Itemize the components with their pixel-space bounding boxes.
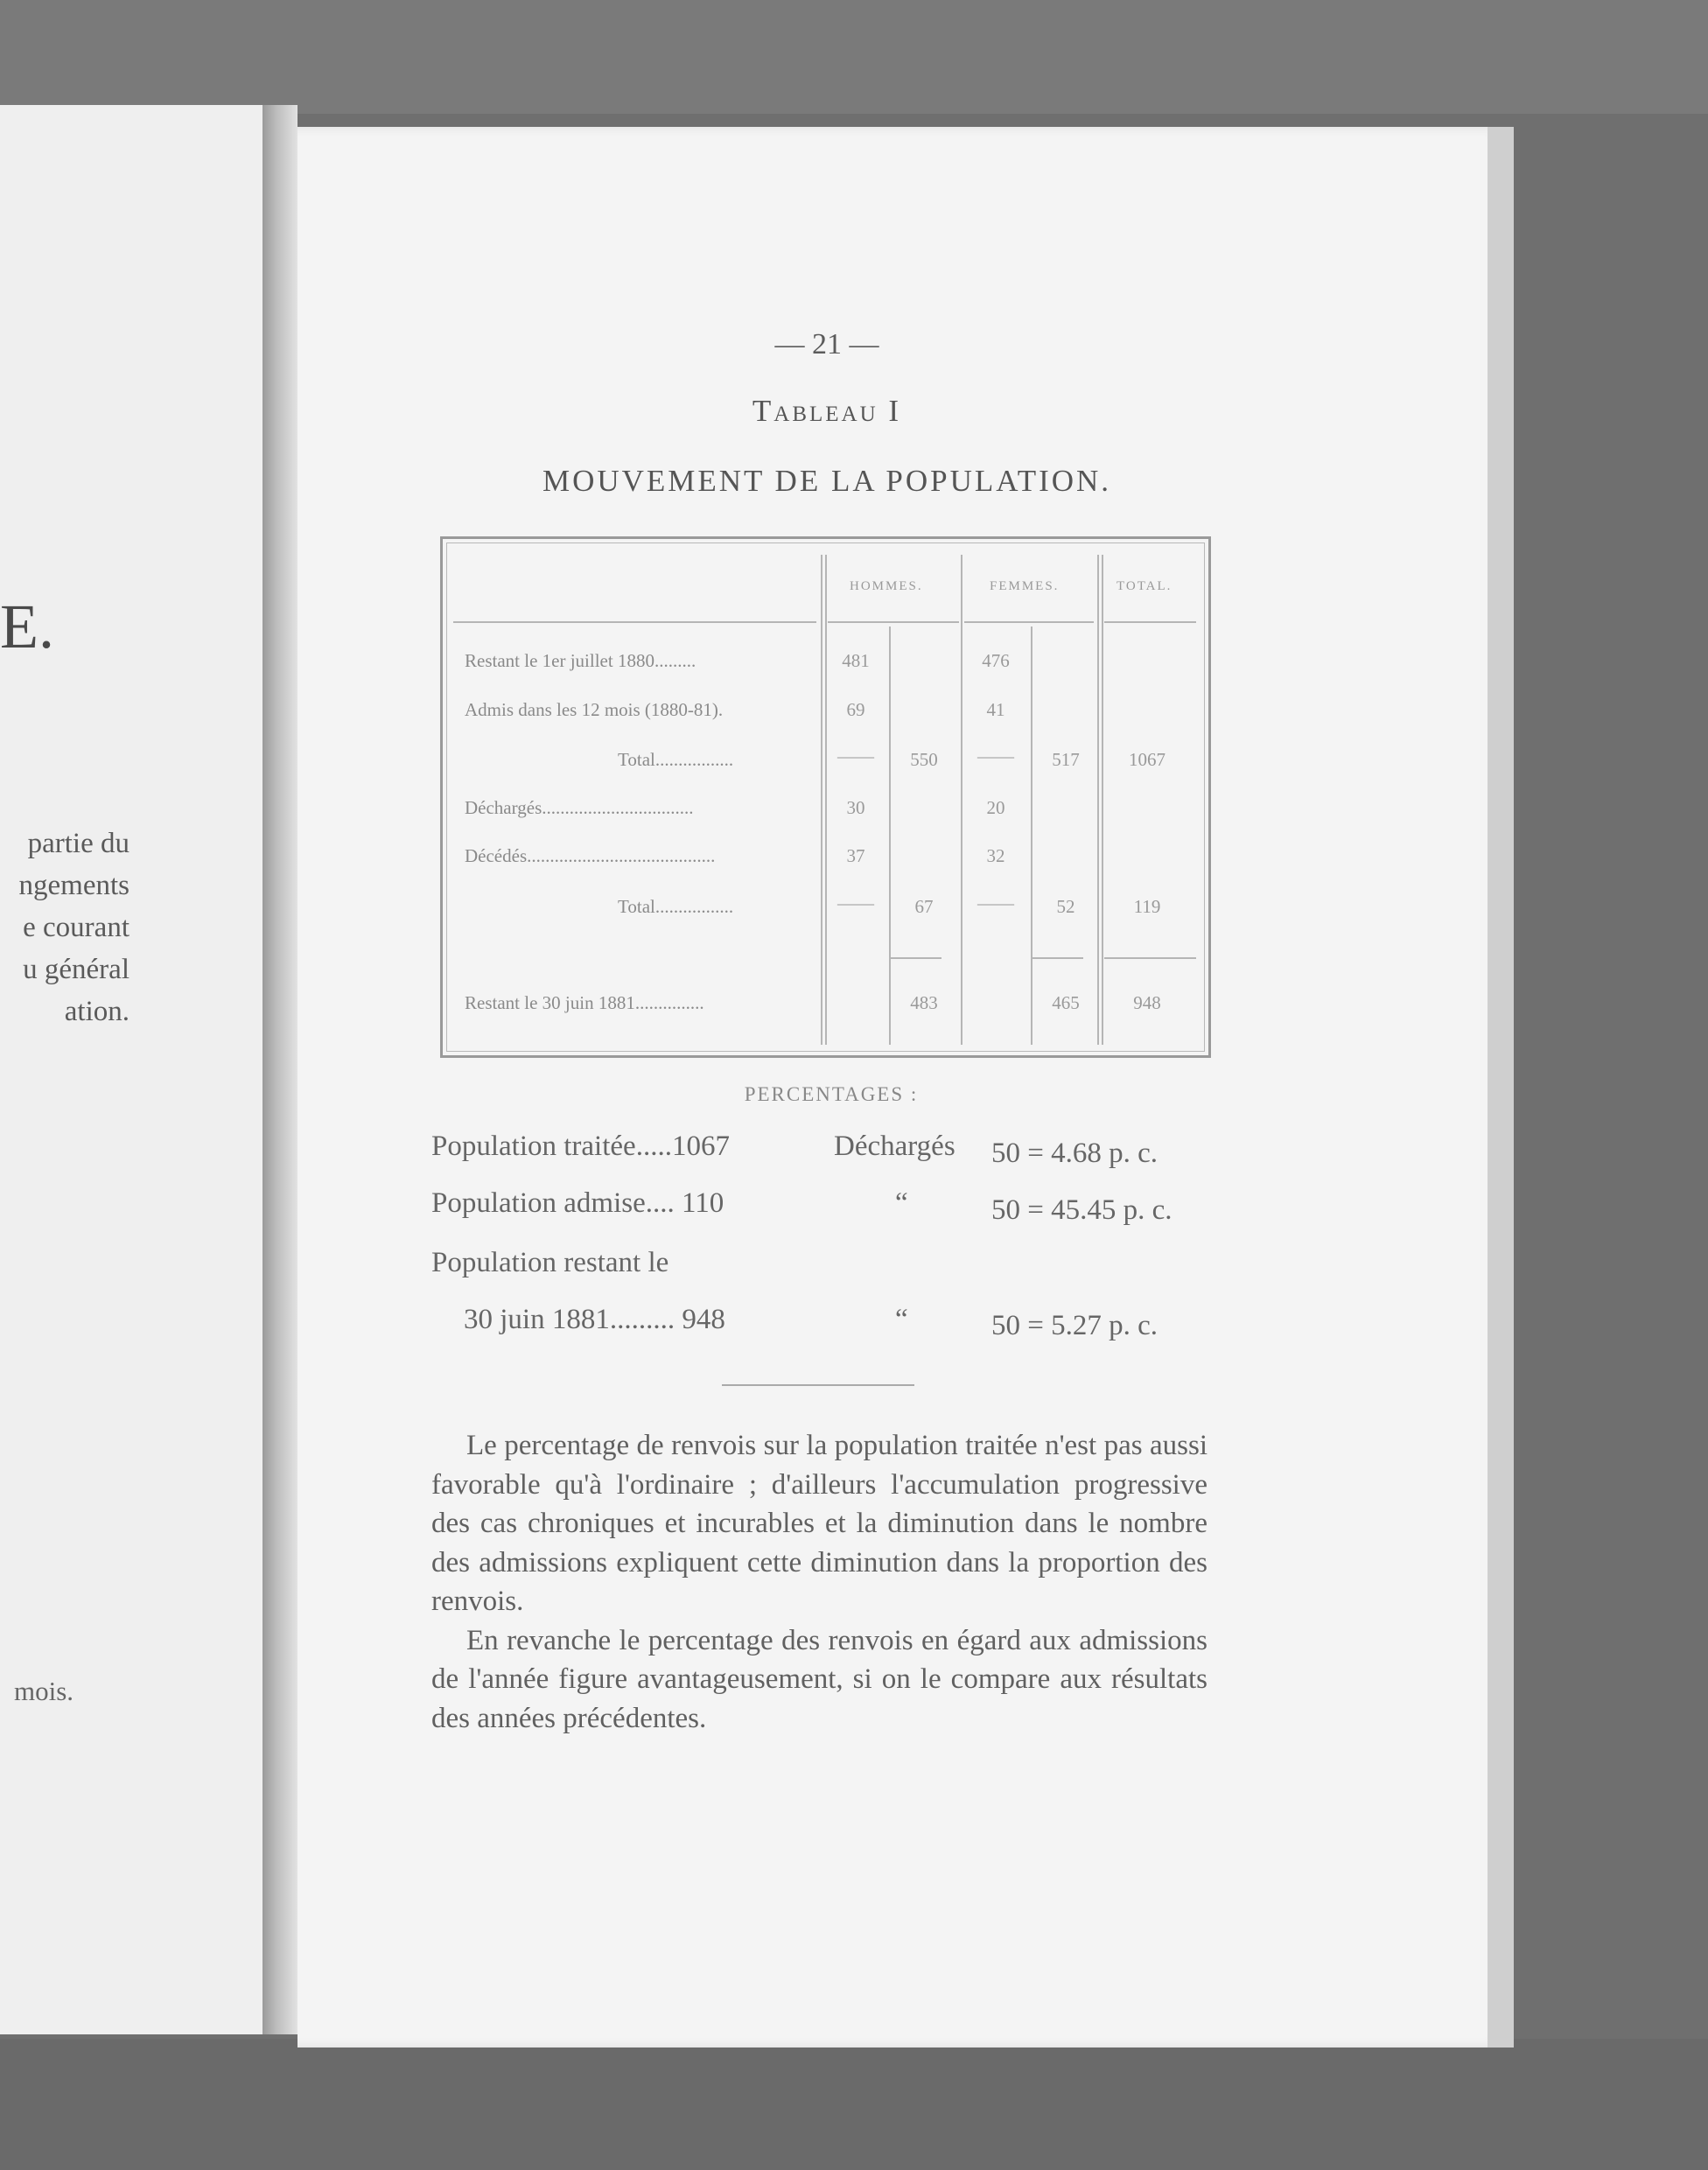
pct-mid: “	[895, 1187, 908, 1219]
cell-hommes: 69	[846, 699, 865, 720]
table-main-title: MOUVEMENT DE LA POPULATION.	[542, 464, 1112, 498]
left-line: ation.	[64, 996, 130, 1027]
cell-femmes: ——	[977, 892, 1014, 914]
left-line: ngements	[18, 870, 130, 901]
sum-rule	[891, 957, 942, 959]
pct-left: Population restant le	[431, 1247, 669, 1278]
cell-femmes-sub: 517	[1052, 749, 1080, 770]
left-line: u général	[23, 954, 130, 985]
row-label: Admis dans les 12 mois (1880-81).	[465, 699, 724, 720]
page-number: — 21 —	[774, 328, 879, 360]
cell-femmes: 32	[986, 845, 1005, 866]
pct-right: 50 = 4.68 p. c.	[991, 1138, 1158, 1169]
cell-total: 119	[1133, 896, 1161, 917]
col-divider	[889, 626, 891, 1045]
pct-right: 50 = 5.27 p. c.	[991, 1310, 1158, 1341]
section-divider	[722, 1384, 914, 1386]
cell-hommes: 30	[846, 797, 865, 818]
pct-mid: Déchargés	[834, 1130, 956, 1162]
cell-femmes: 476	[982, 650, 1010, 671]
pct-mid: “	[895, 1304, 908, 1335]
col-divider	[821, 555, 822, 1045]
cell-total: 948	[1133, 992, 1161, 1013]
scan-background-bottom	[0, 2039, 1708, 2170]
scan-background-top	[0, 0, 1708, 114]
row-label-total: Total.................	[618, 749, 734, 770]
left-line: e courant	[23, 912, 130, 943]
header-rule	[828, 621, 959, 623]
cell-hommes-sub: 550	[910, 749, 938, 770]
cell-total: 1067	[1129, 749, 1166, 770]
header-rule	[453, 621, 816, 623]
header-femmes: FEMMES.	[990, 579, 1060, 593]
pct-left: Population admise.... 110	[431, 1187, 724, 1219]
col-divider	[825, 555, 827, 1045]
sum-rule	[1104, 957, 1196, 959]
body-text	[431, 1426, 1208, 1738]
paragraph: Le percentage de renvois sur la population traitée n'est pas aussi favorable qu'à l'ordinaire ; d'ailleurs l'accumulation progressive des cas chroniques et incurables et la diminution dans le nombre des admissions expliquent cette diminution dans la proportion des renvois.	[431, 1430, 1208, 1617]
left-line: partie du	[27, 828, 130, 859]
cell-hommes-sub: 67	[914, 896, 934, 917]
cell-hommes: ——	[837, 746, 874, 766]
population-table	[440, 536, 1211, 1058]
header-rule	[1104, 621, 1196, 623]
sum-rule	[1032, 957, 1083, 959]
cell-femmes-sub: 465	[1052, 992, 1080, 1013]
row-label-total: Total.................	[618, 896, 734, 917]
tableau-title: Tableau I	[752, 394, 902, 428]
cell-femmes: 41	[986, 699, 1005, 720]
row-label: Déchargés.................................	[465, 797, 694, 818]
col-divider	[1102, 555, 1103, 1045]
pct-left: 30 juin 1881......... 948	[464, 1304, 725, 1335]
left-page-text-fragment	[19, 822, 130, 1032]
cell-femmes: 20	[986, 797, 1005, 818]
cell-femmes-sub: 52	[1056, 896, 1075, 917]
row-label: Décédés.........................................	[465, 845, 716, 866]
pct-right: 50 = 45.45 p. c.	[991, 1194, 1172, 1226]
paragraph: En revanche le percentage des renvois en égard aux admissions de l'année figure avantageusement, si on le compare aux résultats des années précédentes.	[431, 1624, 1208, 1734]
pct-left: Population traitée.....1067	[431, 1130, 730, 1162]
percentages-title: PERCENTAGES :	[744, 1083, 919, 1105]
col-divider	[1097, 555, 1099, 1045]
left-page-mois: mois.	[14, 1676, 74, 1706]
header-rule	[964, 621, 1094, 623]
header-total: TOTAL.	[1116, 579, 1172, 593]
row-label: Restant le 1er juillet 1880.........	[465, 650, 696, 671]
cell-femmes: ——	[977, 746, 1014, 766]
row-label: Restant le 30 juin 1881...............	[465, 992, 704, 1013]
cell-hommes-sub: 483	[910, 992, 938, 1013]
col-divider	[961, 555, 962, 1045]
cell-hommes: ——	[837, 892, 874, 914]
cell-hommes: 37	[846, 845, 865, 866]
header-hommes: HOMMES.	[850, 579, 923, 593]
cell-hommes: 481	[842, 650, 870, 671]
col-divider	[1031, 626, 1032, 1045]
left-page-heading-fragment: E.	[0, 592, 54, 662]
